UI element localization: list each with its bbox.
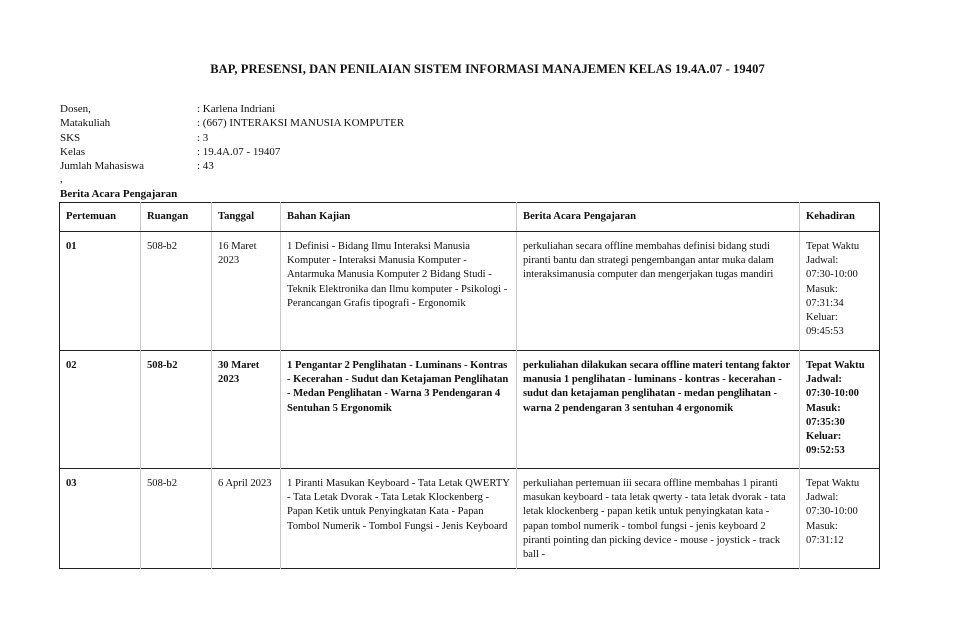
meta-value: : Karlena Indriani [197,103,276,115]
kehadiran-masuk-value: 07:31:12 [806,534,844,546]
table-row [60,469,880,569]
cell-berita-acara: perkuliahan secara offline membahas definisi bidang studi piranti bantu dan strategi pengembangan antar muka dalam interaksimanusia computer dan mengerjakan tugas mandiri [517,232,800,351]
meta-value: : 43 [197,160,214,173]
kehadiran-masuk-label: Masuk: [806,283,838,295]
meta-value: : (667) INTERAKSI MANUSIA KOMPUTER [197,117,405,130]
kehadiran-jadwal-value: 07:30-10:00 [806,269,858,281]
kehadiran-jadwal-label: Jadwal: [806,255,839,267]
header-tanggal: Tanggal [212,203,281,232]
meta-row-kelas [60,145,404,159]
cell-kehadiran [800,351,880,469]
kehadiran-keluar-label: Keluar: [806,312,838,324]
meta-key: Dosen, [60,103,91,115]
document-title: BAP, PRESENSI, DAN PENILAIAN SISTEM INFORMASI MANAJEMEN KELAS 19.4A.07 - 19407 [210,62,765,76]
cell-ruangan: 508-b2 [141,232,212,351]
meta-key: Kelas [60,145,86,158]
header-kehadiran: Kehadiran [800,203,880,232]
cell-tanggal: 30 Maret 2023 [212,351,281,469]
meta-row-sks [60,131,404,145]
kehadiran-keluar-value: 09:52:53 [806,445,845,457]
kehadiran-keluar-value: 09:45:53 [806,326,844,338]
meta-key: Matakuliah [60,117,111,130]
kehadiran-masuk-value: 07:35:30 [806,416,845,428]
header-ruangan: Ruangan [141,203,212,232]
meta-value: : 3 [197,131,209,144]
cell-berita-acara: perkuliahan pertemuan iii secara offline membahas 1 piranti masukan keyboard - tata letak qwerty - tata letak dvorak - tata letak klockenberg - papan ketik untuk penyingkatan kata - papan tombol numerik - tombol fungsi - jenis keyboard 2 piranti pointing dan picking device - mouse - joystick - track ball - [517,469,800,569]
kehadiran-jadwal-value: 07:30-10:00 [806,388,859,400]
kehadiran-masuk-label: Masuk: [806,520,838,532]
cell-ruangan: 508-b2 [141,351,212,469]
header-berita-acara: Berita Acara Pengajaran [517,203,800,232]
cell-berita-acara: perkuliahan dilakukan secara offline materi tentang faktor manusia 1 penglihatan - luminans - kontras - kecerahan - sudut dan ketajaman penglihatan - medan penglihatan - warna 2 pendengaran 3 sentuhan 4 ergonomik [517,351,800,469]
cell-ruangan: 508-b2 [141,469,212,569]
kehadiran-keluar-label: Keluar: [806,431,842,443]
table-row [60,232,880,351]
cell-kehadiran [800,232,880,351]
header-bahan-kajian: Bahan Kajian [281,203,517,232]
stray-comma: , [60,173,63,185]
cell-pertemuan: 02 [60,351,141,469]
meta-row-dosen [60,102,404,116]
bap-table [59,202,880,569]
kehadiran-masuk-label: Masuk: [806,402,841,414]
meta-value: : 19.4A.07 - 19407 [197,145,281,158]
kehadiran-jadwal-label: Jadwal: [806,374,842,386]
kehadiran-status: Tepat Waktu [806,241,860,252]
header-pertemuan: Pertemuan [60,203,141,232]
meta-key: SKS [60,131,81,144]
cell-bahan-kajian: 1 Definisi - Bidang Ilmu Interaksi Manusia Komputer - Interaksi Manusia Komputer - Antarmuka Manusia Komputer 2 Bidang Studi - Teknik Elektronika dan Ilmu komputer - Psikologi - Perancangan Grafis tipografi - Ergonomik [281,232,517,351]
meta-row-matakuliah [60,116,404,130]
kehadiran-status: Tepat Waktu [806,360,865,371]
kehadiran-jadwal-value: 07:30-10:00 [806,506,858,518]
cell-tanggal: 6 April 2023 [212,469,281,569]
cell-kehadiran [800,469,880,569]
kehadiran-masuk-value: 07:31:34 [806,297,844,309]
cell-bahan-kajian: 1 Pengantar 2 Penglihatan - Luminans - Kontras - Kecerahan - Sudut dan Ketajaman Penglihatan - Medan Penglihatan - Warna 3 Pendengaran 4 Sentuhan 5 Ergonomik [281,351,517,469]
meta-block [60,102,404,173]
cell-pertemuan: 01 [60,232,141,351]
meta-row-jumlah-mahasiswa [60,159,404,173]
section-title: Berita Acara Pengajaran [60,188,178,200]
cell-pertemuan: 03 [60,469,141,569]
table-header-row [60,203,880,232]
cell-bahan-kajian: 1 Piranti Masukan Keyboard - Tata Letak QWERTY - Tata Letak Dvorak - Tata Letak Klockenberg - Papan Ketik untuk Penyingkatan Kata - Papan Tombol Numerik - Tombol Fungsi - Jenis Keyboard [281,469,517,569]
kehadiran-jadwal-label: Jadwal: [806,492,839,504]
table-row [60,351,880,469]
cell-tanggal: 16 Maret 2023 [212,232,281,351]
kehadiran-status: Tepat Waktu [806,478,860,489]
meta-key: Jumlah Mahasiswa [60,160,145,173]
